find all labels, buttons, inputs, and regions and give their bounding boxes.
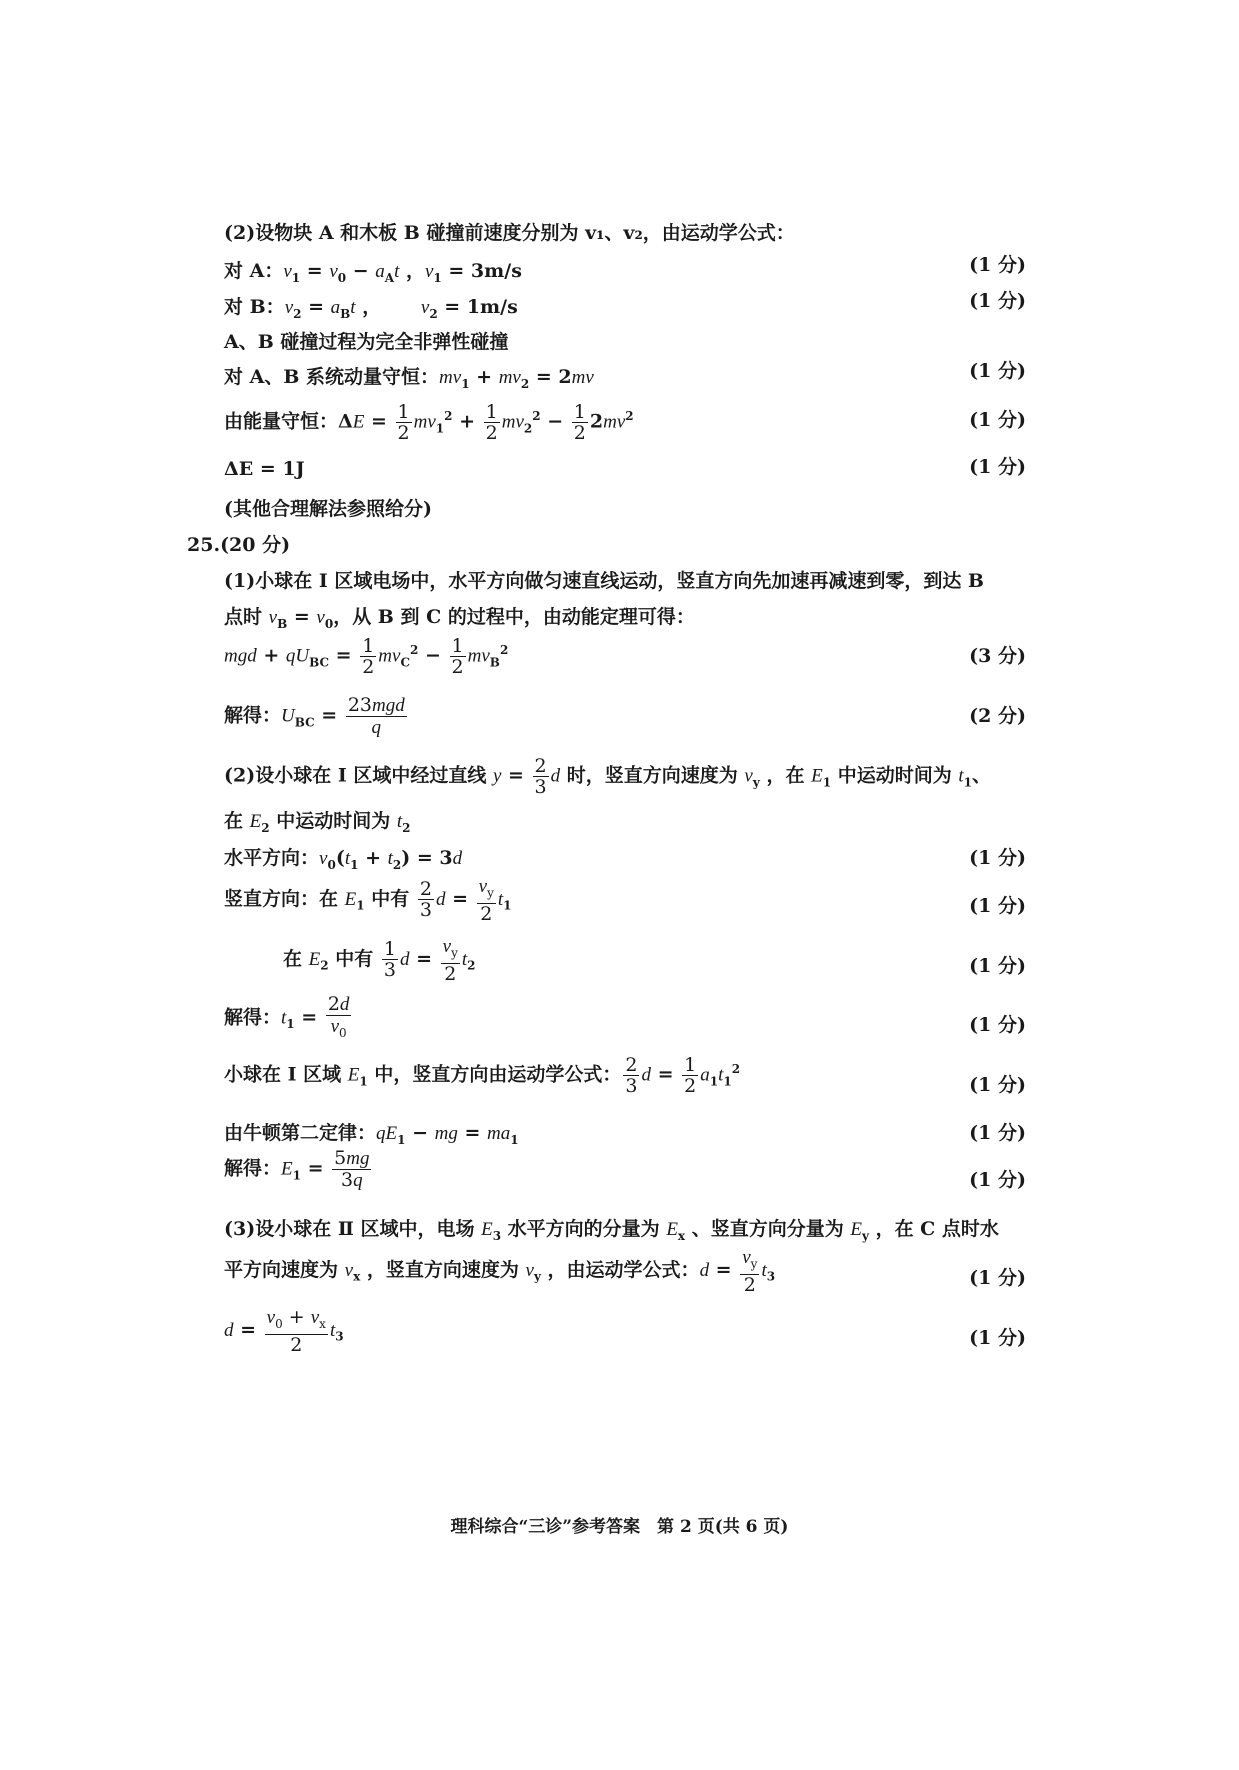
eq-vertical-e2: 在 $E_2$ 中有 $\frac{1}{3}$ d = $\frac{v_y}{2}$ $t_2$ — [283, 936, 476, 985]
score: (1 分) — [969, 409, 1026, 431]
q25-p2-text-2: 在 $E_2$ 中运动时间为 $t_2$ — [224, 810, 411, 835]
eq-kinematics-e1: 小球在 Ⅰ 区域 $E_1$ 中，竖直方向由运动学公式： $\frac{2}{3}$ d = $\frac{1}{2}$ $a_1t_1^2$ — [224, 1054, 741, 1097]
eq-t1: 解得：$t_1$ = $\frac{2d}{v_0}$ — [224, 993, 350, 1040]
score: (2 分) — [969, 705, 1026, 727]
collision-note: A、B 碰撞过程为完全非弹性碰撞 — [224, 331, 509, 353]
eq-b-velocity: 对 B：$v_2 = a_Bt$ ， $v_2 = 1m/s$ — [224, 296, 518, 321]
alt-solution-note: (其他合理解法参照给分) — [224, 498, 432, 520]
q25-p1-text-2: 点时 $v_B = v_0$，从 B 到 C 的过程中，由动能定理可得： — [224, 606, 695, 631]
score: (1 分) — [969, 290, 1026, 312]
eq-momentum: 对 A、B 系统动量守恒：$mv_1 + mv_2 = 2mv$ — [224, 366, 594, 391]
score: (1 分) — [969, 847, 1026, 869]
q25-p3-text: (3)设小球在 Ⅱ 区域中，电场 $E_3$ 水平方向的分量为 $E_x$ 、竖直方向分量为 $E_y$ ，在 C 点时水 — [224, 1218, 999, 1243]
score: (1 分) — [969, 1074, 1026, 1096]
eq-vertical-e1: 竖直方向：在 $E_1$ 中有 $\frac{2}{3}$ d = $\frac{v_y}{2}$ $t_1$ — [224, 876, 512, 925]
eq-horizontal: 水平方向：$v_0(t_1 + t_2) = 3d$ — [224, 847, 463, 872]
score: (1 分) — [969, 254, 1026, 276]
eq-energy: 由能量守恒：ΔE = $\frac{1}{2}$ $mv_1^2$ + $\frac{1}{2}$ $mv_2^2$ − $\frac{1}{2}$ $2mv^2$ — [224, 401, 634, 444]
score: (1 分) — [969, 456, 1026, 478]
eq-newton: 由牛顿第二定律：$qE_1$ − mg = $ma_1$ — [224, 1122, 519, 1147]
eq-a-velocity: 对 A：$v_1 = v_0 - a_At$ ，$v_1 = 3m/s$ — [224, 260, 522, 285]
q25-number: 25.(20 分) — [187, 534, 291, 556]
score: (1 分) — [969, 1169, 1026, 1191]
eq-e1: 解得：$E_1$ = $\frac{5mg}{3q}$ — [224, 1147, 370, 1191]
score: (1 分) — [969, 1267, 1026, 1289]
q24-intro: (2)设物块 A 和木板 B 碰撞前速度分别为 v₁、v₂，由运动学公式： — [224, 222, 795, 244]
eq-delta-e: ΔE = 1J — [224, 458, 305, 480]
page-footer: 理科综合“三诊”参考答案 第 2 页(共 6 页) — [450, 1517, 789, 1537]
eq-p3-kinematics: 平方向速度为 $v_x$ ，竖直方向速度为 $v_y$ ，由运动学公式：d = $\frac{v_y}{2}$ $t_3$ — [224, 1247, 776, 1296]
score: (1 分) — [969, 955, 1026, 977]
q25-p2-text: (2)设小球在 Ⅰ 区域中经过直线 y = $\frac{2}{3}$ d 时，竖直方向速度为 $v_y$ ，在 $E_1$ 中运动时间为 $t_1$、 — [224, 755, 991, 798]
score: (1 分) — [969, 1122, 1026, 1144]
q25-p1-text: (1)小球在 Ⅰ 区域电场中，水平方向做匀速直线运动，竖直方向先加速再减速到零，到达 B — [224, 570, 984, 592]
score: (1 分) — [969, 1327, 1026, 1349]
score: (3 分) — [969, 645, 1026, 667]
score: (1 分) — [969, 360, 1026, 382]
score: (1 分) — [969, 895, 1026, 917]
eq-work-energy: mgd + $qU_{BC}$ = $\frac{1}{2}$ $mv_C^2$ − $\frac{1}{2}$ $mv_B^2$ — [224, 635, 509, 678]
eq-d-horizontal: d = $\frac{v_0 + v_x}{2}$ $t_3$ — [224, 1306, 344, 1356]
score: (1 分) — [969, 1014, 1026, 1036]
eq-ubc: 解得：$U_{BC}$ = 23mgd q — [224, 694, 405, 738]
